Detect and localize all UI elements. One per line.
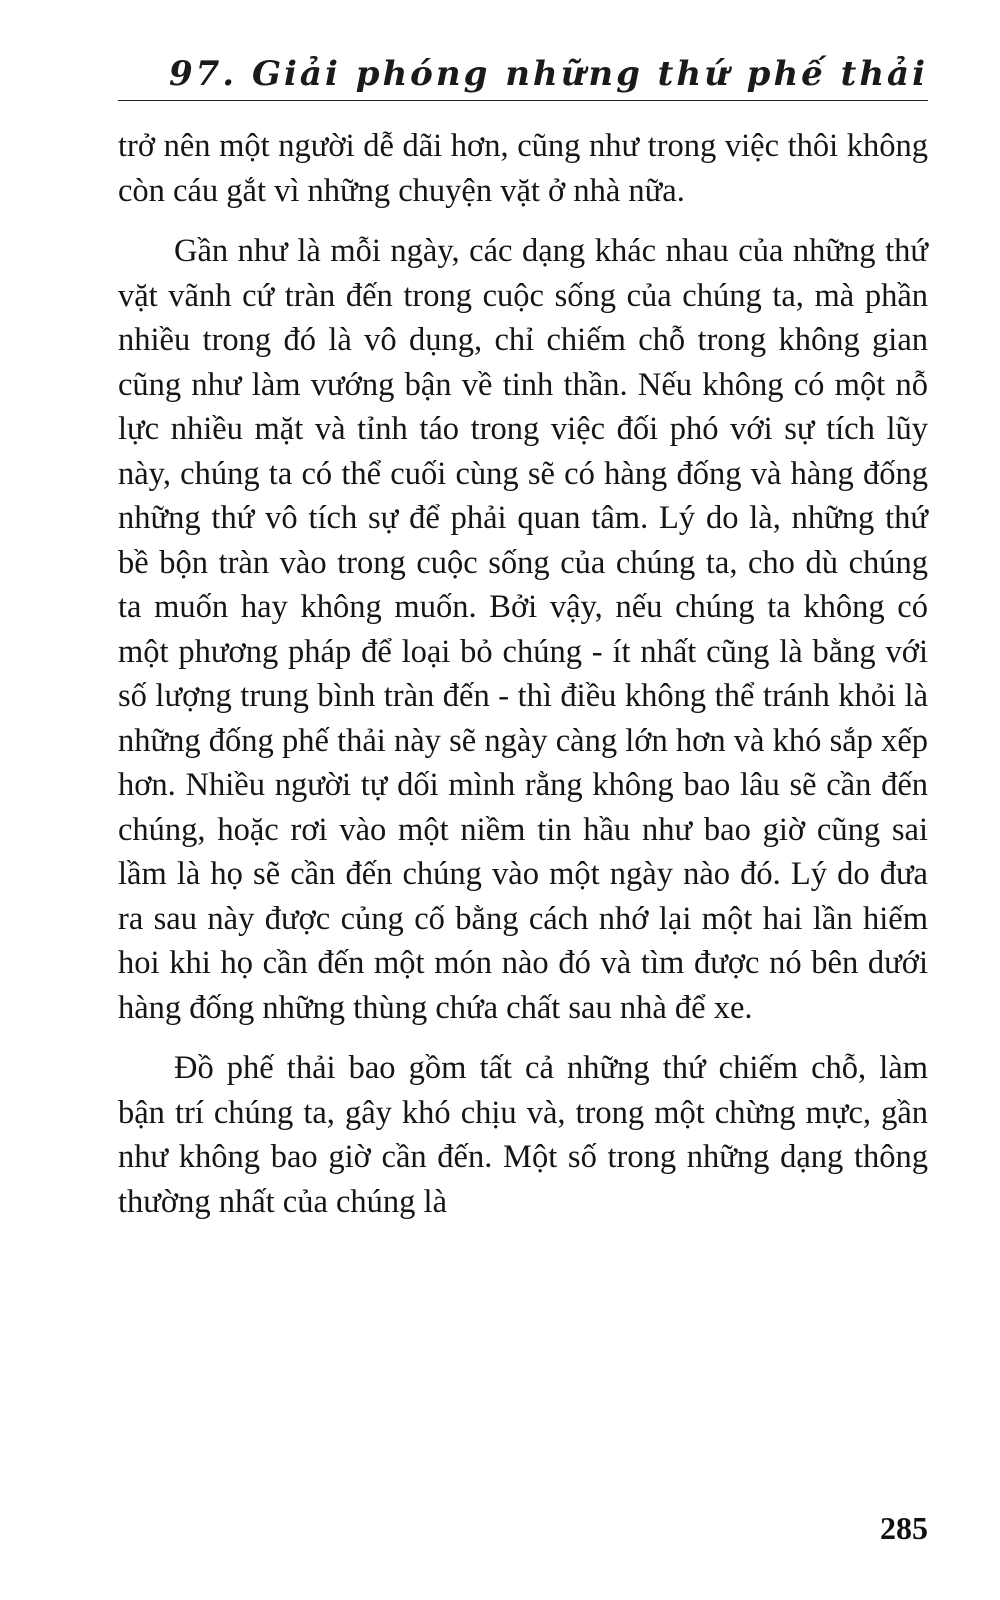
paragraph: Gần như là mỗi ngày, các dạng khác nhau của những thứ vặt vãnh cứ tràn đến trong cuộc sống của chúng ta, mà phần nhiều trong đó là vô dụng, chỉ chiếm chỗ trong không gian cũng như làm vướng bận về tinh thần. Nếu không có một nỗ lực nhiều mặt và tỉnh táo trong việc đối phó với sự tích lũy này, chúng ta có thể cuối cùng sẽ có hàng đống và hàng đống những thứ vô tích sự để phải quan tâm. Lý do là, những thứ bề bộn tràn vào trong cuộc sống của chúng ta, cho dù chúng ta muốn hay không muốn. Bởi vậy, nếu chúng ta không có một phương pháp để loại bỏ chúng - ít nhất cũng là bằng với số lượng trung bình tràn đến - thì điều không thể tránh khỏi là những đống phế thải này sẽ ngày càng lớn hơn và khó sắp xếp hơn. Nhiều người tự dối mình rằng không bao lâu sẽ cần đến chúng, hoặc rơi vào một niềm tin hầu như bao giờ cũng sai lầm là họ sẽ cần đến chúng vào một ngày nào đó. Lý do đưa ra sau này được củng cố bằng cách nhớ lại một hai lần hiếm hoi khi họ cần đến một món nào đó và tìm được nó bên dưới hàng đống những thùng chứa chất sau nhà để xe. [118, 233, 928, 1026]
page-number: 285 [880, 1510, 928, 1546]
paragraph: Đồ phế thải bao gồm tất cả những thứ chiếm chỗ, làm bận trí chúng ta, gây khó chịu và, trong một chừng mực, gần như không bao giờ cần đến. Một số trong những dạng thông thường nhất của chúng là [118, 1050, 928, 1220]
body-text [118, 124, 928, 1240]
running-header-title: 97. Giải phóng những thứ phế thải [118, 52, 928, 101]
paragraph-continued: trở nên một người dễ dãi hơn, cũng như trong việc thôi không còn cáu gắt vì những chuyện vặt ở nhà nữa. [118, 128, 928, 209]
